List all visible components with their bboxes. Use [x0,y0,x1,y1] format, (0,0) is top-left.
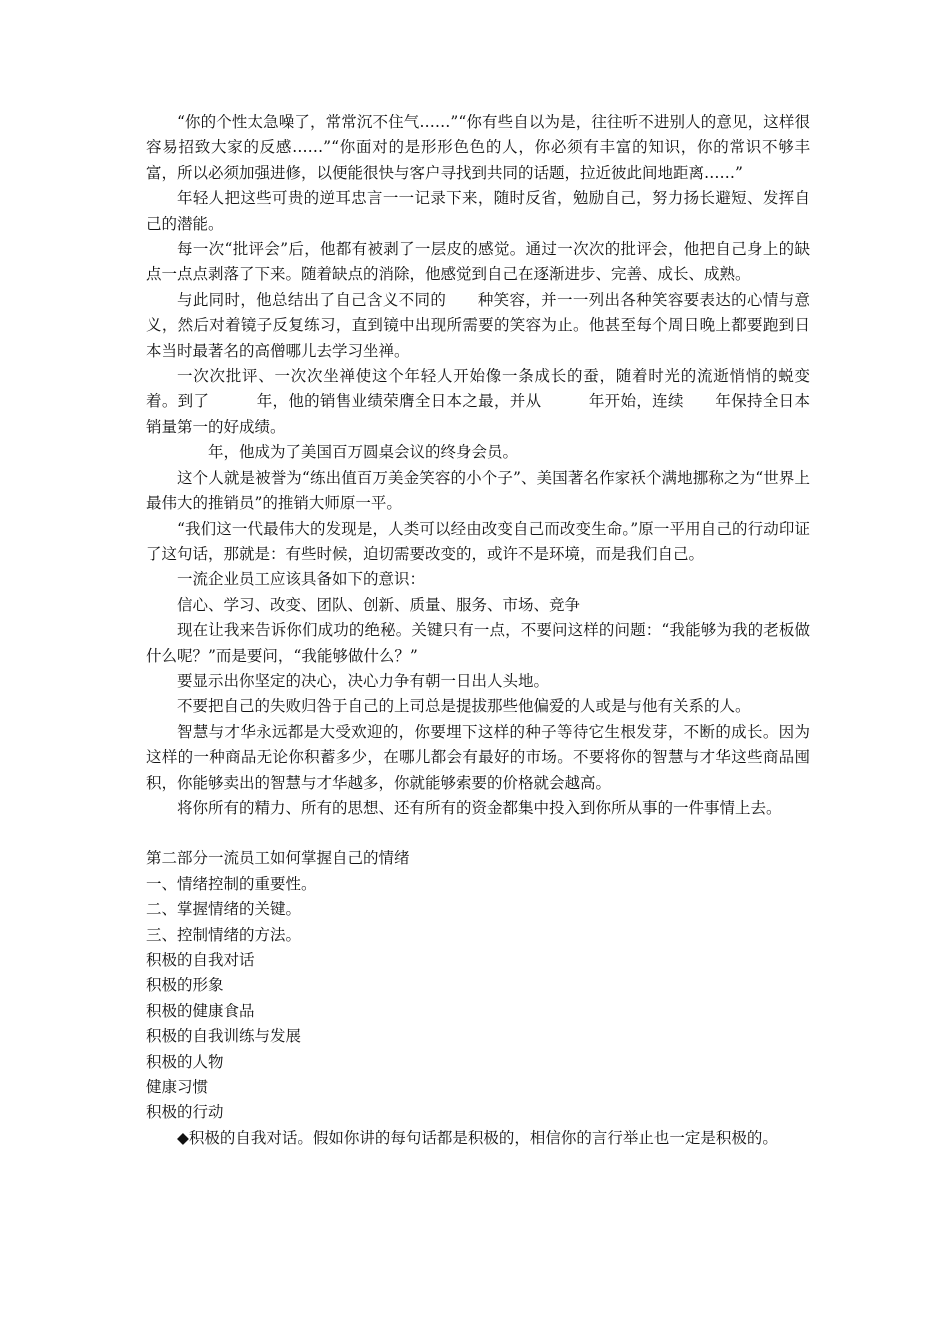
paragraph: 现在让我来告诉你们成功的绝秘。关键只有一点，不要问这样的问题：“我能够为我的老板做什么呢？”而是要问，“我能够做什么？” [146,621,810,665]
method-item: 积极的行动 [146,1103,224,1122]
paragraph: 不要把自己的失败归咎于自己的上司总是提拔那些他偏爱的人或是与他有关系的人。 [177,697,751,716]
method-item: 积极的自我对话 [146,951,255,969]
method-item: 积极的人物 [146,1052,224,1071]
paragraph: “我们这一代最伟大的发现是，人类可以经由改变自己而改变生命。”原一平用自己的行动印证了这句话，那就是：有些时候，迫切需要改变的，或许不是环境，而是我们自己。 [146,519,810,563]
method-item: 积极的健康食品 [146,1001,255,1020]
section-item: 三、控制情绪的方法。 [146,925,302,944]
paragraph: 这个人就是被誉为“练出值百万美金笑容的小个子”、美国著名作家袄个满地挪称之为“世界上最伟大的推销员”的推销大师原一平。 [146,468,810,513]
method-item: 积极的自我训练与发展 [146,1027,302,1046]
paragraph: 要显示出你坚定的决心，决心力争有朝一日出人头地。 [177,671,550,690]
paragraph: 与此同时，他总结出了自己含义不同的 种笑容，并一一列出各种笑容要表达的心情与意义，然后对着镜子反复练习，直到镜中出现所需要的笑容为止。他甚至每个周日晚上都要跑到日本当时最著名的高僧哪儿去学习坐禅。 [146,290,810,360]
paragraph: 年，他成为了美国百万圆桌会议的终身会员。 [177,443,519,462]
method-item: 健康习惯 [146,1078,209,1097]
document-page [146,110,810,1151]
paragraph: 每一次“批评会”后，他都有被剥了一层皮的感觉。通过一次次的批评会，他把自己身上的缺点一点点剥落了下来。随着缺点的消除，他感觉到自己在逐渐进步、完善、成长、成熟。 [146,240,810,284]
paragraph: 一次次批评、一次次坐禅使这个年轻人开始像一条成长的蚕，随着时光的流逝悄悄的蜕变着。到了 年，他的销售业绩荣膺全日本之最，并从 年开始，连续 年保持全日本销量第一的好成绩。 [146,367,810,436]
section-item: 二、掌握情绪的关键。 [146,900,302,919]
paragraph: “你的个性太急噪了，常常沉不住气……”“你有些自以为是，往往听不进别人的意见，这样很容易招致大家的反感……”“你面对的是形形色色的人，你必须有丰富的知识，你的常识不够丰富，所以必须加强进修，以便能很快与客户寻找到共同的话题，拉近彼此间地距离……” [146,113,810,182]
section-item: 一、情绪控制的重要性。 [146,874,317,893]
paragraph: 年轻人把这些可贵的逆耳忠言一一记录下来，随时反省，勉励自己，努力扬长避短、发挥自己的潜能。 [146,189,810,233]
method-item: 积极的形象 [146,976,224,995]
section-gap [146,821,810,846]
paragraph: 一流企业员工应该具备如下的意识： [177,570,426,589]
section-title: 第二部分一流员工如何掌握自己的情绪 [146,849,410,868]
closing-paragraph: ◆积极的自我对话。假如你讲的每句话都是积极的，相信你的言行举止也一定是积极的。 [177,1128,778,1147]
paragraph: 智慧与才华永远都是大受欢迎的，你要埋下这样的种子等待它生根发芽，不断的成长。因为这样的一种商品无论你积蓄多少，在哪儿都会有最好的市场。不要将你的智慧与才华这些商品囤积，你能够卖出的智慧与才华越多，你就能够索要的价格就会越高。 [146,722,810,792]
paragraph: 将你所有的精力、所有的思想、还有所有的资金都集中投入到你所从事的一件事情上去。 [177,798,782,817]
paragraph: 信心、学习、改变、团队、创新、质量、服务、市场、竞争 [177,595,581,614]
